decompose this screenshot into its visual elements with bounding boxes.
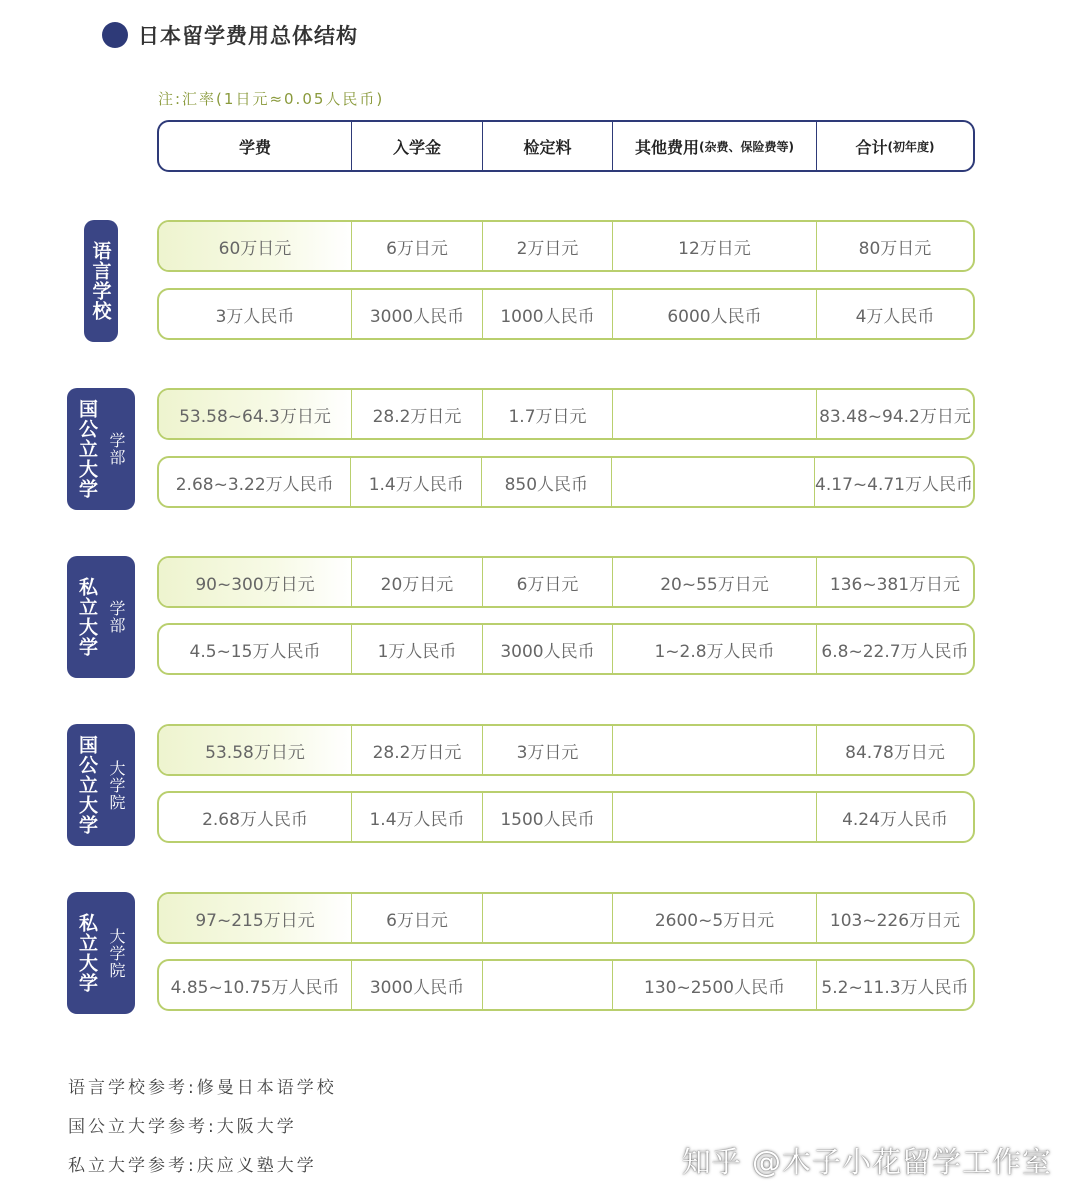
- group-label-language-school: [84, 220, 118, 342]
- cell-total: 4万人民币: [855, 306, 935, 327]
- cell-exam-fee: 1.7万日元: [483, 390, 613, 438]
- group-label-main: 语言学校: [89, 241, 112, 321]
- cell-admission: 3000人民币: [352, 961, 483, 1009]
- cell-total: 4.17~4.71万人民币: [815, 474, 973, 495]
- cell-total: 103~226万日元: [829, 910, 961, 931]
- table-row: [157, 724, 975, 776]
- cell-total: 80万日元: [858, 238, 932, 259]
- cell-total: 4.24万人民币: [842, 809, 948, 830]
- table-row: [157, 623, 975, 675]
- cell-admission: 6万日元: [352, 894, 483, 942]
- group-label-national-undergrad: [67, 388, 135, 510]
- group-label-sub: 大学院: [107, 927, 126, 979]
- cell-exam-fee: 3万日元: [483, 726, 613, 774]
- cell-other: [613, 726, 817, 774]
- cell-total: 6.8~22.7万人民币: [821, 641, 969, 662]
- cell-other: [613, 390, 817, 438]
- cell-admission: 3000人民币: [352, 290, 483, 338]
- cell-exam-fee: 850人民币: [482, 458, 612, 506]
- cell-exam-fee: 1500人民币: [483, 793, 613, 841]
- cell-exam-fee: 1000人民币: [483, 290, 613, 338]
- exchange-rate-note: 注:汇率(1日元≈0.05人民币): [158, 90, 385, 108]
- cell-exam-fee: [483, 894, 613, 942]
- references: [68, 1073, 337, 1190]
- table-row: [157, 791, 975, 843]
- group-label-main: 国公立大学: [76, 735, 98, 835]
- group-label-national-graduate: [67, 724, 135, 846]
- table-row: [157, 556, 975, 608]
- table-row: [157, 388, 975, 440]
- cell-exam-fee: 6万日元: [483, 558, 613, 606]
- cell-total: 5.2~11.3万人民币: [821, 977, 969, 998]
- cell-other: 20~55万日元: [613, 558, 817, 606]
- cell-admission: 1.4万人民币: [352, 793, 483, 841]
- zhihu-watermark: 知乎 @木子小花留学工作室: [681, 1145, 1053, 1179]
- header-total-sub: (初年度): [887, 139, 935, 154]
- cell-tuition: 2.68万人民币: [159, 793, 352, 841]
- table-row: [157, 288, 975, 340]
- cell-total: 84.78万日元: [845, 742, 945, 763]
- cell-other: 2600~5万日元: [613, 894, 817, 942]
- header-other-fees-sub: (杂费、保险费等): [699, 139, 794, 154]
- cell-tuition: 60万日元: [159, 222, 352, 270]
- cell-admission: 28.2万日元: [352, 726, 483, 774]
- cell-tuition: 4.85~10.75万人民币: [159, 961, 352, 1009]
- cell-total: 136~381万日元: [829, 574, 961, 595]
- cell-other: [613, 793, 817, 841]
- cell-tuition: 3万人民币: [159, 290, 352, 338]
- cell-other: 1~2.8万人民币: [613, 625, 817, 673]
- group-label-main: 私立大学: [76, 577, 98, 657]
- cell-tuition: 4.5~15万人民币: [159, 625, 352, 673]
- header-other-fees-main: 其他费用: [635, 137, 700, 157]
- cell-total: 83.48~94.2万日元: [819, 406, 971, 427]
- group-label-private-undergrad: [67, 556, 135, 678]
- group-label-main: 国公立大学: [76, 399, 98, 499]
- cell-tuition: 53.58万日元: [159, 726, 352, 774]
- section-title: [102, 20, 358, 50]
- header-tuition: 学费: [159, 122, 352, 170]
- cell-exam-fee: 2万日元: [483, 222, 613, 270]
- cell-tuition: 2.68~3.22万人民币: [159, 458, 351, 506]
- group-label-sub: 大学院: [107, 759, 126, 811]
- header-other-fees: [613, 122, 817, 170]
- cell-admission: 1万人民币: [352, 625, 483, 673]
- group-label-main: 私立大学: [76, 913, 98, 993]
- cell-tuition: 90~300万日元: [159, 558, 352, 606]
- cell-exam-fee: 3000人民币: [483, 625, 613, 673]
- cell-tuition: 53.58~64.3万日元: [159, 390, 352, 438]
- header-total: [817, 122, 973, 170]
- cell-admission: 1.4万人民币: [351, 458, 482, 506]
- table-row: [157, 892, 975, 944]
- group-label-sub: 学部: [107, 600, 126, 634]
- title-text: 日本留学费用总体结构: [138, 24, 358, 48]
- table-header: [157, 120, 975, 172]
- header-total-main: 合计: [855, 137, 888, 157]
- title-bullet-icon: [102, 22, 128, 48]
- cell-admission: 20万日元: [352, 558, 483, 606]
- cell-other: 12万日元: [613, 222, 817, 270]
- header-exam-fee: 检定料: [483, 122, 613, 170]
- group-label-sub: 学部: [107, 432, 126, 466]
- header-admission: 入学金: [352, 122, 483, 170]
- reference-language-school: 语言学校参考:修曼日本语学校: [68, 1078, 337, 1098]
- reference-national-university: 国公立大学参考:大阪大学: [68, 1117, 297, 1137]
- cell-admission: 6万日元: [352, 222, 483, 270]
- cell-exam-fee: [483, 961, 613, 1009]
- table-row: [157, 220, 975, 272]
- cell-admission: 28.2万日元: [352, 390, 483, 438]
- group-label-private-graduate: [67, 892, 135, 1014]
- cell-tuition: 97~215万日元: [159, 894, 352, 942]
- table-row: [157, 959, 975, 1011]
- cell-other: 130~2500人民币: [613, 961, 817, 1009]
- table-row: [157, 456, 975, 508]
- cell-other: 6000人民币: [613, 290, 817, 338]
- cell-other: [612, 458, 815, 506]
- reference-private-university: 私立大学参考:庆应义塾大学: [68, 1156, 317, 1176]
